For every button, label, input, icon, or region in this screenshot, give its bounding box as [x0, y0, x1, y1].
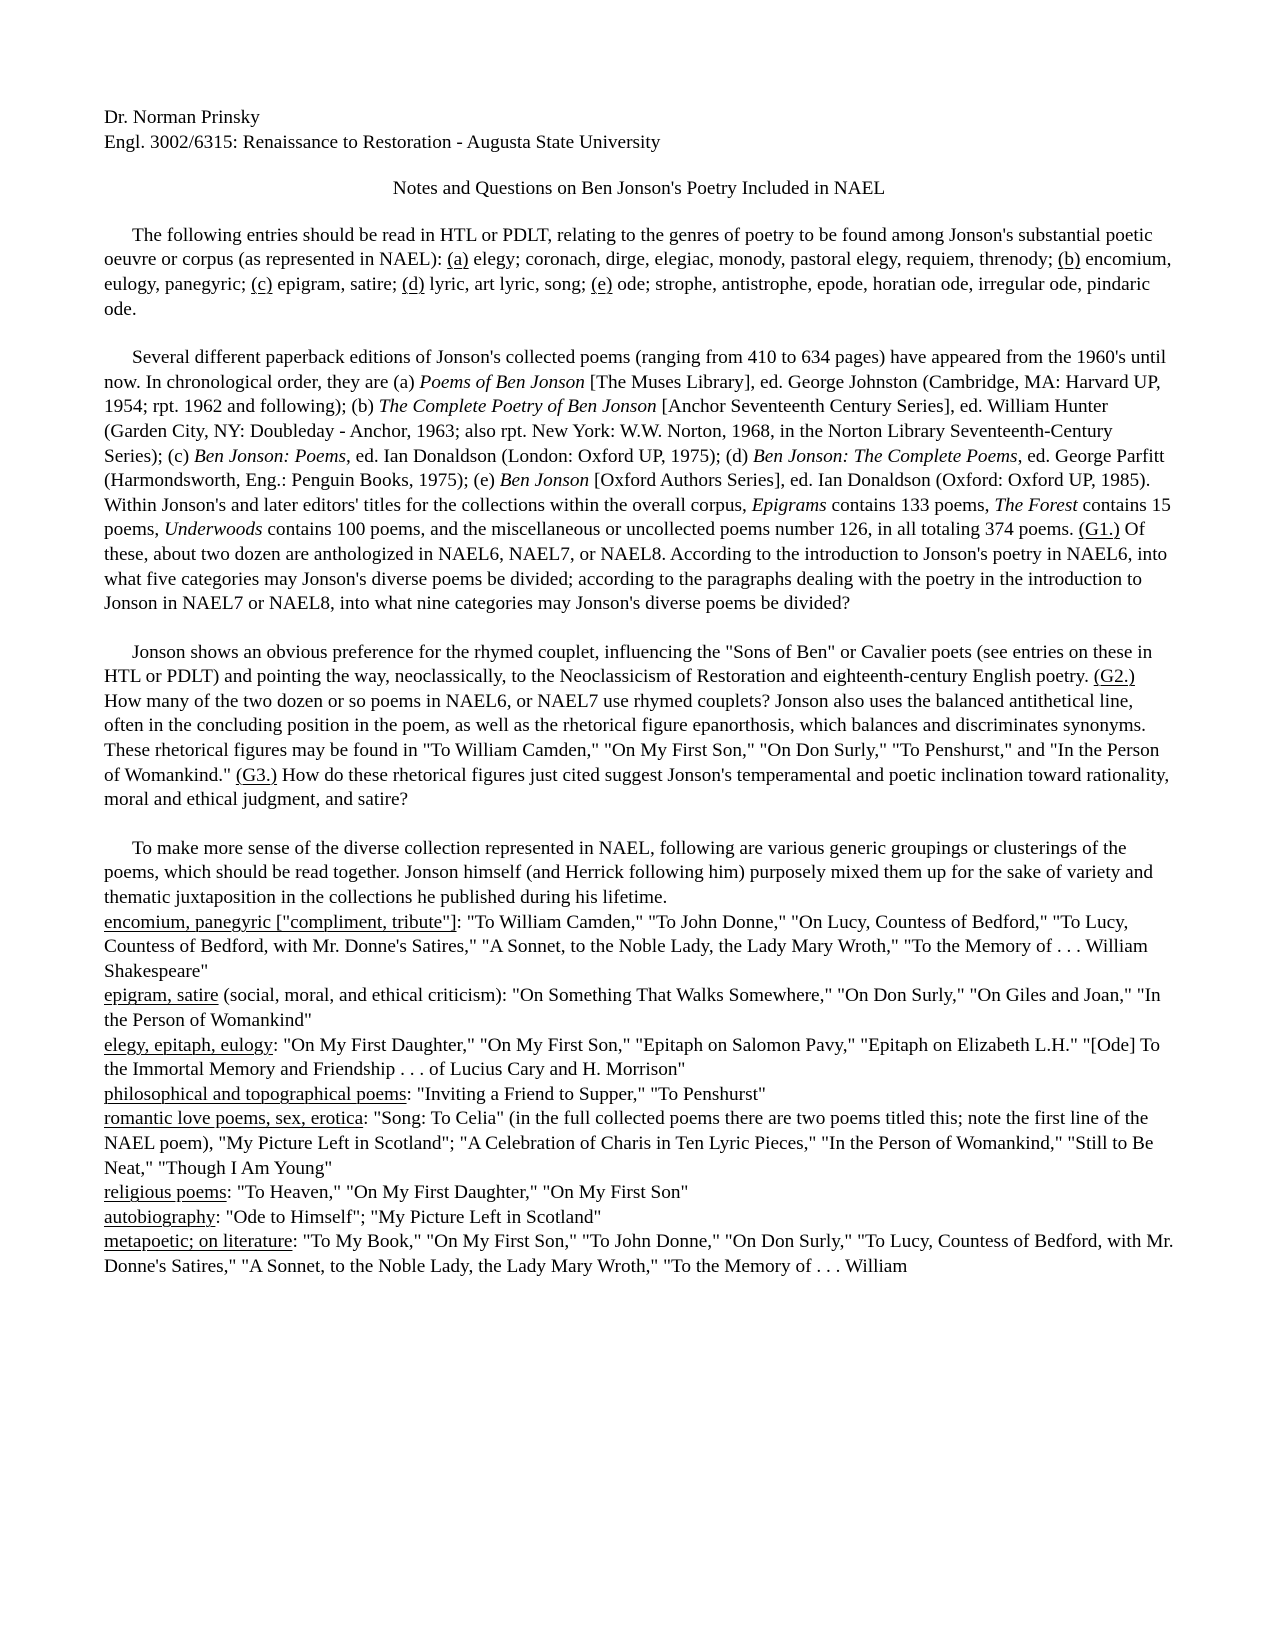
- category-label: romantic love poems, sex, erotica: [104, 1108, 364, 1130]
- book-title: Underwoods: [163, 519, 263, 541]
- genre-label-e: (e): [591, 273, 613, 295]
- genre-label-b: (b): [1057, 249, 1081, 271]
- category-label: epigram, satire: [104, 985, 219, 1007]
- category-poems: : "To William Camden," "To John Donne," "On Lucy, Countess of Bedford," "To Lucy, Countess of Bedford, with Mr. Donne's Satires," "A Sonnet, to the Noble Lady, the Lady Mary Wroth," "To the Memory of . . . William Shakespeare": [104, 911, 1148, 982]
- category-romantic: [104, 1107, 1174, 1181]
- category-metapoetic: [104, 1230, 1174, 1279]
- category-epigram: [104, 984, 1174, 1033]
- question-g2: (G2.): [1093, 666, 1135, 688]
- book-title: Ben Jonson: Poems: [193, 445, 347, 467]
- genre-label-c: (c): [251, 273, 273, 295]
- book-title: Ben Jonson: The Complete Poems: [753, 445, 1018, 467]
- category-poems: : "To Heaven," "On My First Daughter," "On My First Son": [226, 1182, 689, 1204]
- couplet-paragraph: [104, 641, 1174, 813]
- editions-paragraph: [104, 346, 1174, 617]
- category-label: religious poems: [104, 1182, 227, 1204]
- editions-text: , ed. Ian Donaldson (London: Oxford UP, 1975); (d): [346, 445, 754, 467]
- category-poems: : "Ode to Himself"; "My Picture Left in Scotland": [215, 1206, 602, 1228]
- category-poems: (social, moral, and ethical criticism): "On Something That Walks Somewhere," "On Don Surly," "On Giles and Joan," "In the Person of Womankind": [104, 985, 1161, 1031]
- editions-text: contains 133 poems,: [826, 494, 995, 516]
- editions-text: Several different paperback editions of Jonson's collected poems (ranging from 410 to 634 pages) have appeared from the 1960's until now. In chronological order, they are (a): [104, 347, 1167, 393]
- category-philosophical: [104, 1083, 1174, 1108]
- genres-intro: The following entries should be read in HTL or PDLT, relating to the genres of poetry to be found among Jonson's substantial poetic oeuvre or corpus (as represented in NAEL):: [104, 224, 1153, 271]
- category-label: encomium, panegyric ["compliment, tribute"]: [104, 911, 457, 933]
- genre-text-c: epigram, satire;: [272, 273, 403, 295]
- book-title: The Forest: [994, 494, 1078, 516]
- editions-text: contains 15 poems,: [104, 494, 1171, 541]
- book-title: Poems of Ben Jonson: [419, 371, 585, 393]
- editions-text: Of these, about two dozen are anthologized in NAEL6, NAEL7, or NAEL8. According to the introduction to Jonson's poetry in NAEL6, into what five categories may Jonson's diverse poems be divided; according to the paragraphs dealing with the poetry in the introduction to Jonson in NAEL7 or NAEL8, into what nine categories may Jonson's diverse poems be divided?: [104, 519, 1168, 615]
- category-elegy: [104, 1034, 1174, 1083]
- document-title: Notes and Questions on Ben Jonson's Poetry Included in NAEL: [392, 178, 886, 200]
- category-poems: : "Inviting a Friend to Supper," "To Penshurst": [406, 1083, 766, 1105]
- groupings-paragraph: To make more sense of the diverse collection represented in NAEL, following are various generic groupings or clusterings of the poems, which should be read together. Jonson himself (and Herrick following him) purposely mixed them up for the sake of variety and thematic juxtaposition in the collections he published during his lifetime.: [104, 837, 1153, 909]
- editions-text: [The Muses Library], ed. George Johnston (Cambridge, MA: Harvard UP, 1954; rpt. 1962 and following); (b): [104, 371, 1161, 418]
- category-poems: : "On My First Daughter," "On My First Son," "Epitaph on Salomon Pavy," "Epitaph on Elizabeth L.H." "[Ode] To the Immortal Memory and Friendship . . . of Lucius Cary and H. Morrison": [104, 1034, 1161, 1081]
- category-label: autobiography: [104, 1206, 216, 1228]
- couplet-text: How do these rhetorical figures just cited suggest Jonson's temperamental and poetic inclination toward rationality, moral and ethical judgment, and satire?: [104, 764, 1170, 811]
- author-line: Dr. Norman Prinsky: [104, 107, 260, 128]
- genre-text-a: elegy; coronach, dirge, elegiac, monody, pastoral elegy, requiem, threnody;: [468, 249, 1058, 271]
- couplet-text: How many of the two dozen or so poems in NAEL6, or NAEL7 use rhymed couplets? Jonson also uses the balanced antithetical line, often in the concluding position in the poem, as well as the rhetorical figure epanorthosis, which balances and discriminates synonyms. These rhetorical figures may be found in "To William Camden," "On My First Son," "On Don Surly," "To Penshurst," and "In the Person of Womankind.": [104, 690, 1160, 786]
- editions-text: contains 100 poems, and the miscellaneous or uncollected poems number 126, in all totaling 374 poems.: [262, 519, 1079, 541]
- category-encomium: [104, 911, 1174, 985]
- category-label: metapoetic; on literature: [104, 1231, 293, 1253]
- question-g3: (G3.): [235, 764, 278, 786]
- editions-text: [Anchor Seventeenth Century Series], ed. William Hunter (Garden City, NY: Doubleday - Anchor, 1963; also rpt. New York: W.W. Norton, 1968, in the Norton Library Seventeenth-Century Series); (c): [104, 396, 1113, 467]
- couplet-text: Jonson shows an obvious preference for the rhymed couplet, influencing the "Sons of Ben" or Cavalier poets (see entries on these in HTL or PDLT) and pointing the way, neoclassically, to the Neoclassicism of Restoration and eighteenth-century English poetry.: [104, 641, 1153, 688]
- genre-text-e: ode; strophe, antistrophe, epode, horatian ode, irregular ode, pindaric ode.: [104, 273, 1151, 320]
- category-autobiography: [104, 1206, 1174, 1231]
- course-line: Engl. 3002/6315: Renaissance to Restoration - Augusta State University: [104, 131, 661, 153]
- book-title: Ben Jonson: [499, 470, 590, 492]
- category-label: elegy, epitaph, eulogy: [104, 1034, 274, 1056]
- document-body: [104, 106, 1174, 1280]
- question-g1: (G1.): [1078, 519, 1120, 541]
- editions-text: , ed. George Parfitt (Harmondsworth, Eng.: Penguin Books, 1975); (e): [104, 445, 1165, 492]
- category-label: philosophical and topographical poems: [104, 1083, 407, 1105]
- book-title: The Complete Poetry of Ben Jonson: [378, 396, 657, 418]
- genre-label-a: (a): [447, 249, 469, 271]
- genres-paragraph: [104, 224, 1174, 322]
- category-poems: : "Song: To Celia" (in the full collected poems there are two poems titled this; note the first line of the NAEL poem), "My Picture Left in Scotland"; "A Celebration of Charis in Ten Lyric Pieces," "In the Person of Womankind," "Still to Be Neat," "Though I Am Young": [104, 1108, 1154, 1179]
- genre-text-b: encomium, eulogy, panegyric;: [104, 249, 1172, 295]
- category-religious: [104, 1181, 1174, 1206]
- book-title: Epigrams: [751, 494, 827, 516]
- category-poems: : "To My Book," "On My First Son," "To John Donne," "On Don Surly," "To Lucy, Countess of Bedford, with Mr. Donne's Satires," "A Sonnet, to the Noble Lady, the Lady Mary Wroth," "To the Memory of . . . William: [104, 1231, 1174, 1277]
- editions-text: [Oxford Authors Series], ed. Ian Donaldson (Oxford: Oxford UP, 1985). Within Jonson's and later editors' titles for the collections within the overall corpus,: [104, 470, 1151, 516]
- genre-label-d: (d): [402, 273, 425, 295]
- genre-text-d: lyric, art lyric, song;: [424, 273, 592, 295]
